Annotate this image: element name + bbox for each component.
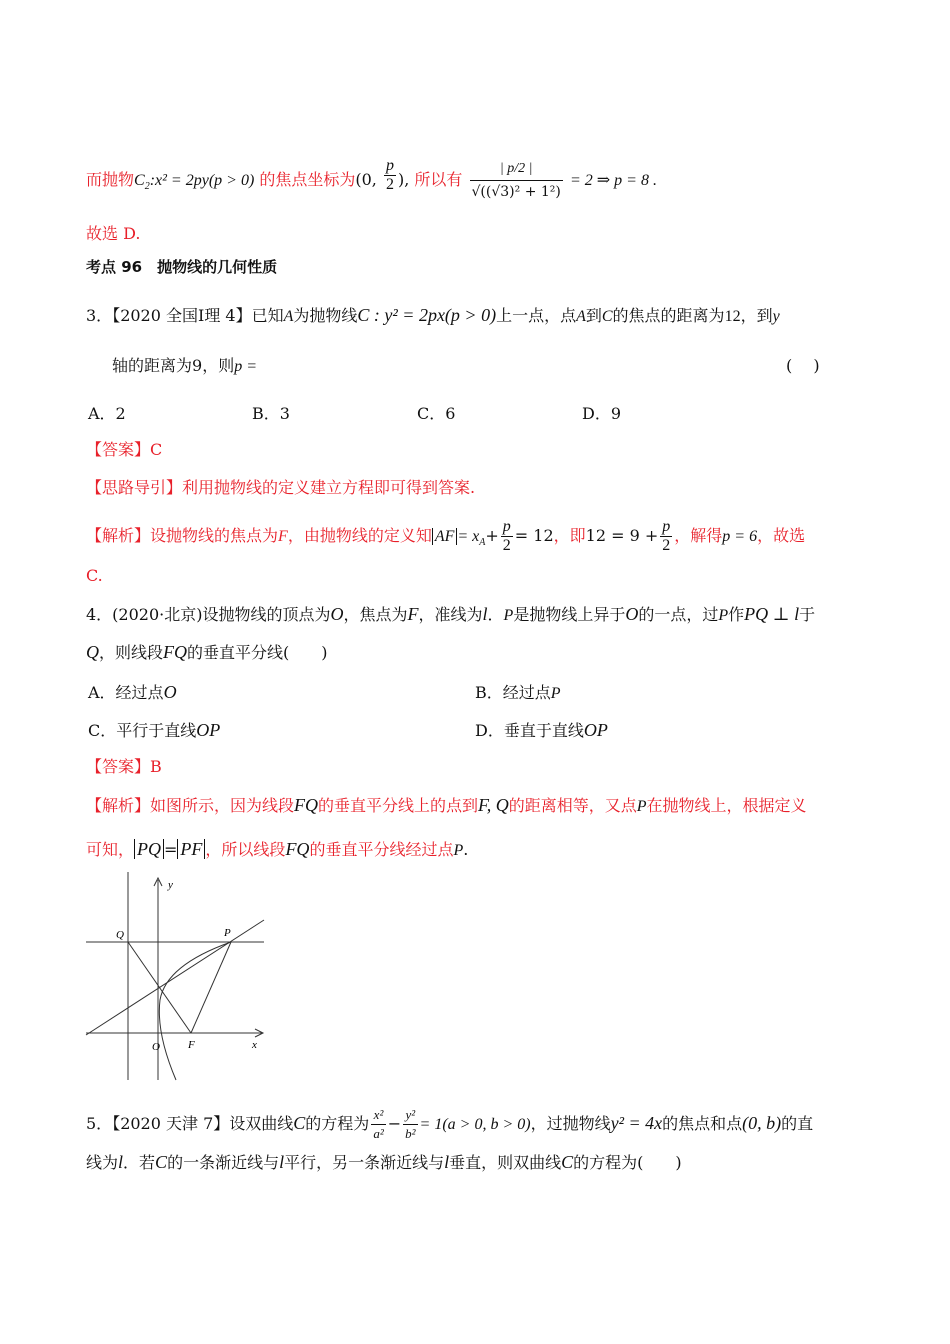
tangent-line	[86, 920, 264, 1035]
q4-option-b[interactable]: B．经过点P	[475, 683, 561, 702]
q4-line1: 4．(2020·北京)设抛物线的顶点为O，焦点为F，准线为l．P是抛物线上异于O的一点，过P作PQ ⊥ l于	[86, 604, 816, 624]
label-f: F	[188, 1039, 195, 1051]
q3-answer: 【答案】C	[86, 440, 163, 459]
q3-option-a[interactable]: A．2	[88, 404, 126, 423]
distance-fraction: $\frac{| p/2 |}{\text{√((√3)² + 1²)}}$	[470, 158, 563, 203]
q4-option-d[interactable]: D．垂直于直线OP	[475, 720, 608, 740]
q3-option-d[interactable]: D．9	[582, 404, 622, 423]
q5-line1: 5．【2020 天津 7】设双曲线C的方程为 $\frac{\text{x²}}{\text{a²}}$ − $\frac{\text{y²}}{\text{b²}}$ = 1(a > 0, b > 0)，过抛物线y² = 4x的焦点和点(0, b)的直	[86, 1107, 814, 1141]
q3-guide: 【思路导引】利用抛物线的定义建立方程即可得到答案.	[86, 478, 476, 497]
q3-solution-end: C.	[86, 566, 103, 585]
q3-line1: 3．【2020 全国Ⅰ理 4】已知A为抛物线C : y² = 2px(p > 0)上一点，点A到C的焦点的距离为12，到y	[86, 305, 780, 325]
q3-line2: 轴的距离为9，则p =	[112, 356, 258, 375]
q3-option-c[interactable]: C．6	[417, 404, 456, 423]
label-o: O	[152, 1041, 160, 1053]
choose-d: 故选 D.	[86, 224, 141, 243]
segment-pf	[191, 942, 231, 1033]
sol-text: 而抛物	[86, 170, 135, 189]
top-solution-line	[86, 158, 657, 203]
result-eq: = 2 ⇒ p = 8 .	[569, 172, 657, 189]
focus-close: ),	[397, 170, 410, 189]
section-title: 考点 96 抛物线的几何性质	[86, 258, 278, 276]
q5-line2: 线为l．若C的一条渐近线与l平行，另一条渐近线与l垂直，则双曲线C的方程为( )	[86, 1152, 682, 1172]
parabola-curve	[159, 942, 231, 1080]
q4-option-c[interactable]: C．平行于直线OP	[88, 720, 221, 740]
sol-text: 的焦点坐标为	[259, 170, 356, 189]
focus-open: (0,	[355, 170, 382, 189]
q4-solution-line2: 可知， PQ = PF ，所以线段FQ的垂直平分线经过点P.	[86, 839, 469, 859]
label-q: Q	[116, 929, 124, 941]
p-over-2: $\frac{p}{2}$	[385, 157, 394, 193]
parabola-figure	[84, 870, 270, 1082]
sol-text: 所以有	[414, 170, 463, 189]
label-p: P	[224, 927, 231, 939]
q3-solution-line1: 【解析】设抛物线的焦点为F，由抛物线的定义知 AF = $x_A+$ $\frac{p}{2}$ = 12，即12 = 9 + $\frac{p}{2}$ ，解得p = 6，故选	[86, 518, 806, 554]
c2-var: $C_2$	[134, 172, 150, 193]
label-x: x	[252, 1039, 257, 1051]
q4-solution-line1: 【解析】如图所示，因为线段FQ的垂直平分线上的点到F, Q的距离相等，又点P在抛物线上，根据定义	[86, 795, 807, 815]
q4-answer: 【答案】B	[86, 757, 162, 776]
q4-option-a[interactable]: A．经过点O	[88, 682, 177, 702]
label-y: y	[168, 879, 173, 891]
q3-option-b[interactable]: B．3	[252, 404, 290, 423]
q4-line2: Q，则线段FQ的垂直平分线( )	[86, 642, 328, 662]
c2-equation: :x² = 2py(p > 0)	[149, 172, 255, 189]
q3-answer-blank: ( )	[786, 356, 820, 375]
